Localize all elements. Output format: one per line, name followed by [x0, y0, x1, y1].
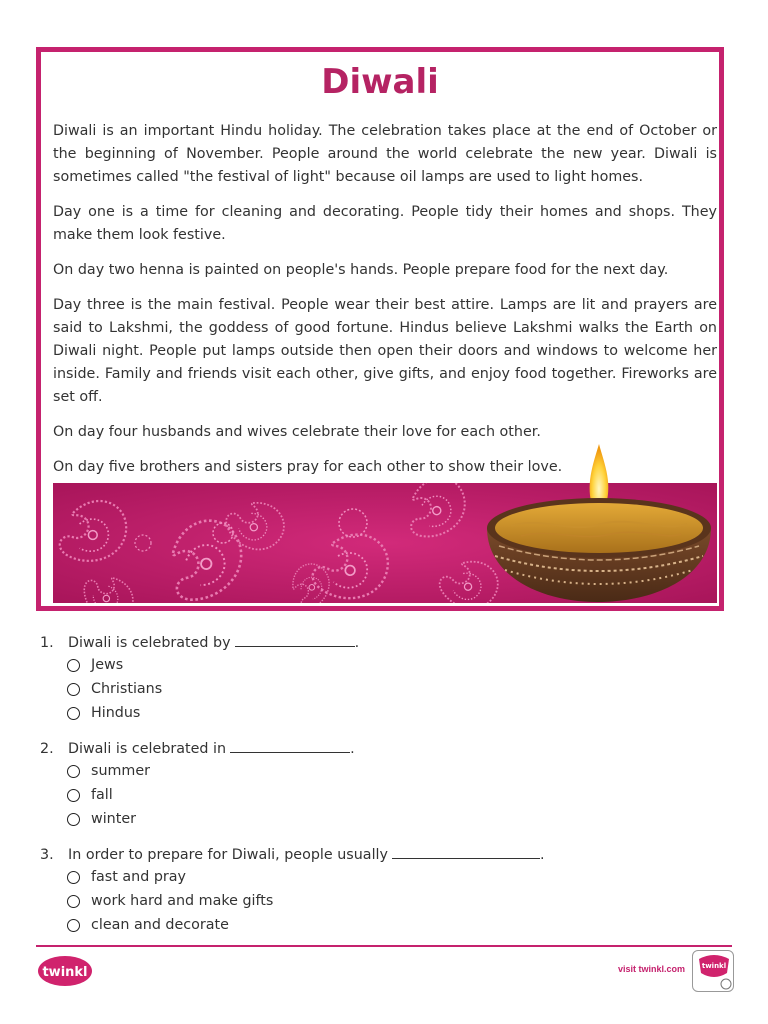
radio-circle-icon[interactable]	[67, 789, 80, 802]
reading-passage-frame	[36, 47, 724, 611]
answer-blank[interactable]	[230, 737, 350, 753]
visit-link[interactable]: visit twinkl.com	[617, 964, 685, 974]
paragraph: Day one is a time for cleaning and decorating. People tidy their homes and shops. They make them look festive.	[53, 204, 717, 243]
option-label: fall	[91, 787, 113, 803]
option-label: winter	[91, 811, 137, 827]
question-end-punctuation: .	[539, 847, 545, 863]
question-text: In order to prepare for Diwali, people usually	[68, 847, 388, 863]
answer-option[interactable]	[67, 759, 700, 783]
option-label: Christians	[91, 681, 163, 697]
paragraph: On day five brothers and sisters pray for each other to show their love.	[53, 459, 563, 475]
question-text: Diwali is celebrated by	[68, 635, 231, 651]
radio-circle-icon[interactable]	[67, 707, 80, 720]
answer-option[interactable]	[67, 913, 700, 937]
paragraph: On day two henna is painted on people's hands. People prepare food for the next day.	[53, 262, 669, 278]
answer-option[interactable]	[67, 783, 700, 807]
radio-circle-icon[interactable]	[67, 871, 80, 884]
answer-option[interactable]	[67, 677, 700, 701]
paragraph: Day three is the main festival. People wear their best attire. Lamps are lit and prayers are said to Lakshmi, the goddess of good fortune. Hindus believe Lakshmi walks the Earth on Diwali night. People put lamps outside then open their doors and windows to welcome her inside. Family and friends visit each other, give gifts, and enjoy food together. Fireworks are set off.	[53, 297, 717, 405]
radio-circle-icon[interactable]	[67, 895, 80, 908]
answer-blank[interactable]	[392, 843, 540, 859]
paragraph: Diwali is an important Hindu holiday. The celebration takes place at the end of October or the beginning of November. People around the world celebrate the new year. Diwali is sometimes called "the festival of light" because oil lamps are used to light homes.	[53, 123, 717, 185]
option-label: clean and decorate	[91, 917, 229, 933]
answer-option[interactable]	[67, 701, 700, 725]
footer-divider	[36, 945, 732, 947]
question-end-punctuation: .	[350, 741, 355, 757]
twinkl-logo	[37, 955, 93, 987]
question-prompt	[40, 843, 700, 865]
option-label: Jews	[91, 657, 124, 673]
answer-option[interactable]	[67, 889, 700, 913]
option-label: summer	[91, 763, 151, 779]
option-label: work hard and make gifts	[91, 893, 274, 909]
answer-option[interactable]	[67, 653, 700, 677]
question-end-punctuation: .	[354, 635, 360, 651]
question-prompt	[40, 631, 700, 653]
svg-text:twinkl: twinkl	[701, 962, 727, 970]
radio-circle-icon[interactable]	[67, 813, 80, 826]
paragraph: On day four husbands and wives celebrate their love for each other.	[53, 424, 541, 440]
question-2	[40, 737, 700, 831]
diya-lamp-icon	[481, 436, 719, 606]
page-title: Diwali	[321, 62, 439, 102]
question-1	[40, 631, 700, 725]
svg-text:twinkl: twinkl	[42, 965, 88, 980]
question-3	[40, 843, 700, 937]
question-text: Diwali is celebrated in	[68, 741, 227, 757]
questions-section	[40, 631, 700, 949]
question-number: 2.	[40, 741, 54, 757]
radio-circle-icon[interactable]	[67, 765, 80, 778]
question-number: 3.	[40, 847, 54, 863]
option-label: fast and pray	[91, 869, 187, 885]
question-number: 1.	[40, 635, 54, 651]
question-prompt	[40, 737, 700, 759]
radio-circle-icon[interactable]	[67, 683, 80, 696]
option-label: Hindus	[91, 705, 141, 721]
answer-option[interactable]	[67, 865, 700, 889]
radio-circle-icon[interactable]	[67, 659, 80, 672]
radio-circle-icon[interactable]	[67, 919, 80, 932]
quality-badge	[692, 950, 734, 992]
answer-option[interactable]	[67, 807, 700, 831]
answer-blank[interactable]	[235, 631, 355, 647]
